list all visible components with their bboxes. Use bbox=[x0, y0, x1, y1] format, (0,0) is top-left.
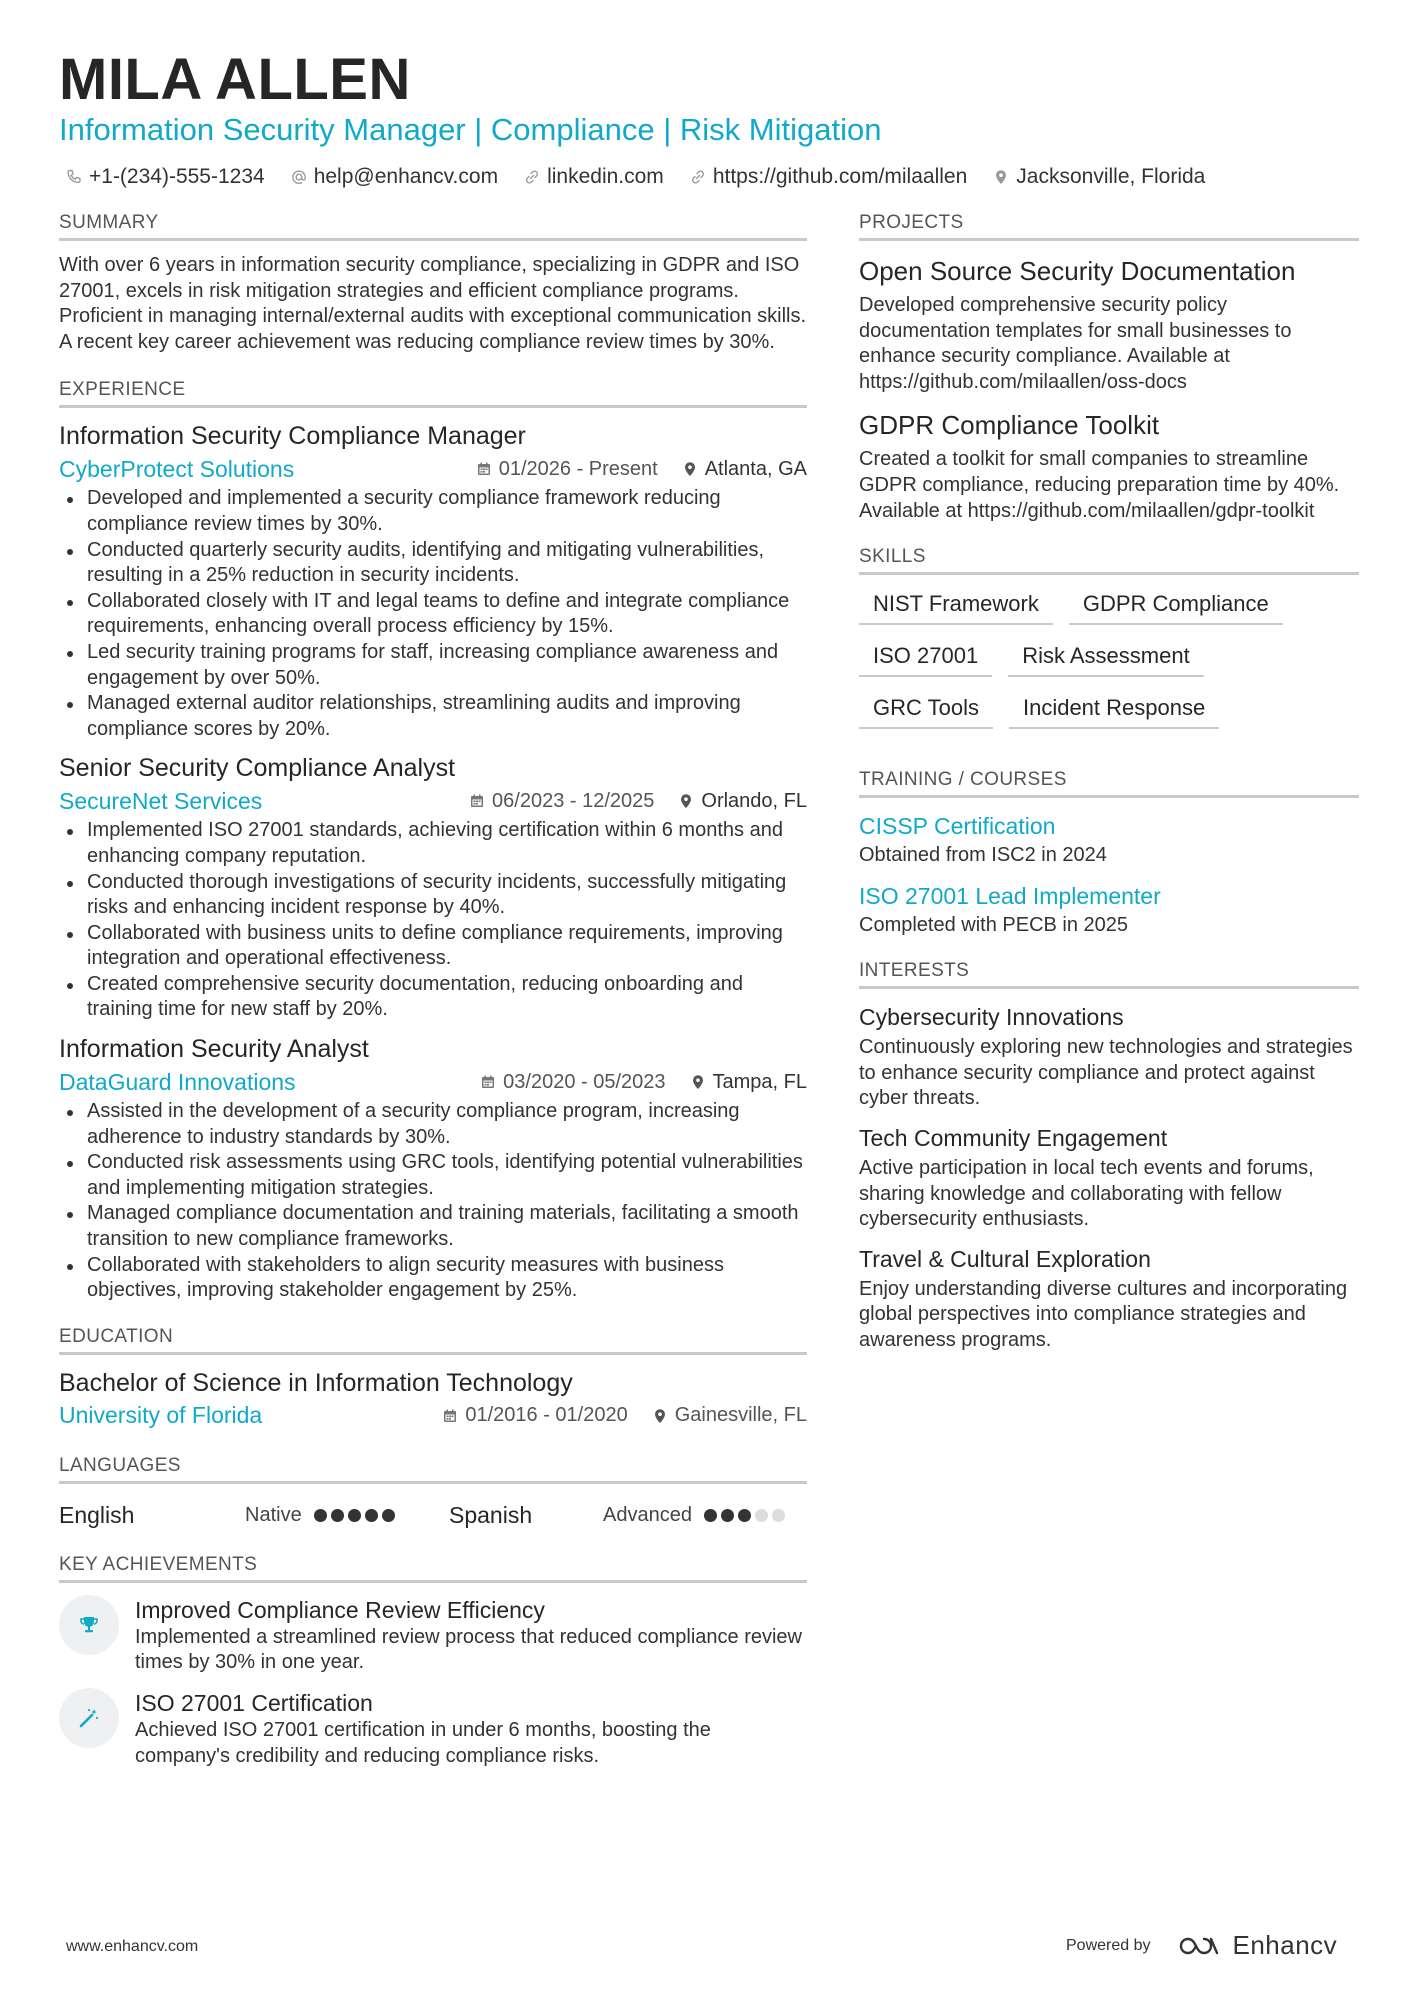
job-entry bbox=[59, 420, 807, 742]
contact-location-text: Jacksonville, Florida bbox=[1016, 165, 1206, 188]
project-title: GDPR Compliance Toolkit bbox=[859, 410, 1160, 441]
job-bullet: Assisted in the development of a security compliance program, increasing adherence to industry standards by 30%. bbox=[59, 1099, 807, 1150]
link-icon bbox=[524, 169, 540, 185]
section-title-projects: PROJECTS bbox=[859, 212, 1359, 241]
interest-title: Tech Community Engagement bbox=[859, 1124, 1168, 1151]
interest-title: Cybersecurity Innovations bbox=[859, 1004, 1124, 1031]
job-entry bbox=[59, 752, 807, 1023]
section-title-interests: INTERESTS bbox=[859, 960, 1359, 989]
language-proficiency-dots bbox=[704, 1509, 789, 1522]
skills-list bbox=[859, 587, 1319, 743]
proficiency-dot bbox=[721, 1509, 734, 1522]
interest-desc: Enjoy understanding diverse cultures and incorporating global perspectives into compliance strategies and awareness programs. bbox=[859, 1277, 1348, 1351]
job-dates: 03/2020 - 05/2023 bbox=[503, 1070, 666, 1093]
job-dates: 06/2023 - 12/2025 bbox=[492, 789, 655, 812]
language-level: Advanced bbox=[603, 1504, 692, 1527]
proficiency-dot bbox=[314, 1509, 327, 1522]
contact-github-text: https://github.com/milaallen bbox=[712, 165, 968, 188]
contact-linkedin[interactable] bbox=[524, 165, 664, 189]
job-location: Orlando, FL bbox=[701, 789, 807, 812]
job-bullets bbox=[59, 818, 807, 1023]
skill-tag: ISO 27001 bbox=[859, 639, 992, 677]
interest-item bbox=[859, 1122, 1359, 1233]
proficiency-dot bbox=[382, 1509, 395, 1522]
achievement-title: ISO 27001 Certification bbox=[135, 1690, 373, 1716]
course-item bbox=[859, 810, 1359, 868]
achievement-title: Improved Compliance Review Efficiency bbox=[135, 1596, 545, 1623]
project-title: Open Source Security Documentation bbox=[859, 256, 1296, 286]
job-bullets bbox=[59, 486, 807, 742]
proficiency-dot bbox=[331, 1509, 344, 1522]
project-item bbox=[859, 407, 1359, 524]
section-title-training: TRAINING / COURSES bbox=[859, 769, 1359, 798]
achievement-desc: Achieved ISO 27001 certification in under 6 months, boosting the company's credibility and reducing compliance risks. bbox=[135, 1719, 711, 1767]
section-title-summary: SUMMARY bbox=[59, 212, 807, 241]
section-title-experience: EXPERIENCE bbox=[59, 379, 807, 408]
language-name: Spanish bbox=[449, 1502, 533, 1529]
school-name: University of Florida bbox=[59, 1402, 263, 1429]
candidate-headline: Information Security Manager | Compliance | Risk Mitigation bbox=[59, 112, 882, 147]
location-icon bbox=[682, 461, 698, 477]
job-bullet: Developed and implemented a security compliance framework reducing compliance review times by 30%. bbox=[59, 486, 807, 537]
job-bullet: Collaborated closely with IT and legal teams to define and integrate compliance requirements, enhancing overall process efficiency by 15%. bbox=[59, 589, 807, 640]
location-icon bbox=[678, 793, 694, 809]
job-location: Atlanta, GA bbox=[704, 457, 807, 480]
job-meta bbox=[59, 784, 807, 818]
contact-email-text: help@enhancv.com bbox=[313, 165, 499, 188]
course-desc: Completed with PECB in 2025 bbox=[859, 914, 1129, 937]
language-proficiency-dots bbox=[314, 1509, 399, 1522]
project-item bbox=[859, 253, 1359, 395]
section-title-education: EDUCATION bbox=[59, 1326, 807, 1355]
skill-tag: Incident Response bbox=[1009, 691, 1219, 729]
languages-list bbox=[59, 1496, 807, 1536]
interest-desc: Active participation in local tech events and forums, sharing knowledge and collaborating with fellow cybersecurity enthusiasts. bbox=[859, 1156, 1314, 1231]
education-location: Gainesville, FL bbox=[674, 1404, 807, 1427]
job-title: Senior Security Compliance Analyst bbox=[59, 754, 456, 783]
contact-linkedin-text: linkedin.com bbox=[547, 165, 664, 188]
calendar-icon bbox=[476, 461, 492, 477]
enhancv-brand-text: Enhancv bbox=[1232, 1930, 1338, 1960]
job-bullet: Collaborated with stakeholders to align security measures with business objectives, improving stakeholder engagement by 25%. bbox=[59, 1253, 807, 1304]
language-item bbox=[59, 1502, 449, 1529]
company-name: SecureNet Services bbox=[59, 787, 263, 814]
company-name: DataGuard Innovations bbox=[59, 1068, 296, 1095]
at-icon bbox=[291, 169, 307, 185]
achievement-item bbox=[59, 1595, 807, 1676]
interest-item bbox=[859, 1243, 1359, 1354]
link-icon bbox=[690, 169, 706, 185]
course-title: CISSP Certification bbox=[859, 813, 1056, 840]
location-icon bbox=[993, 169, 1009, 185]
course-item bbox=[859, 880, 1359, 938]
calendar-icon bbox=[442, 1408, 458, 1424]
job-bullet: Collaborated with business units to define compliance requirements, improving integration and operational effectiveness. bbox=[59, 921, 807, 972]
job-bullets bbox=[59, 1099, 807, 1304]
job-dates: 01/2026 - Present bbox=[498, 457, 658, 480]
skill-tag: Risk Assessment bbox=[1008, 639, 1204, 677]
course-desc: Obtained from ISC2 in 2024 bbox=[859, 844, 1107, 867]
job-bullet: Conducted thorough investigations of security incidents, successfully mitigating risks and enhancing incident response by 40%. bbox=[59, 870, 807, 921]
location-icon bbox=[652, 1408, 668, 1424]
contact-email[interactable] bbox=[291, 165, 498, 189]
location-icon bbox=[690, 1074, 706, 1090]
job-bullet: Conducted quarterly security audits, identifying and mitigating vulnerabilities, resulting in a 25% reduction in security incidents. bbox=[59, 538, 807, 589]
language-name: English bbox=[59, 1502, 135, 1529]
company-name: CyberProtect Solutions bbox=[59, 455, 295, 482]
interest-desc: Continuously exploring new technologies and strategies to enhance security compliance and protect against cyber threats. bbox=[859, 1036, 1353, 1110]
proficiency-dot bbox=[738, 1509, 751, 1522]
degree-title: Bachelor of Science in Information Technology bbox=[59, 1368, 573, 1397]
calendar-icon bbox=[469, 793, 485, 809]
language-item bbox=[449, 1502, 807, 1529]
job-bullet: Managed compliance documentation and training materials, facilitating a smooth transition to new compliance frameworks. bbox=[59, 1201, 807, 1252]
phone-icon bbox=[66, 169, 82, 185]
job-title: Information Security Compliance Manager bbox=[59, 422, 526, 451]
proficiency-dot bbox=[365, 1509, 378, 1522]
course-title: ISO 27001 Lead Implementer bbox=[859, 883, 1161, 910]
job-location: Tampa, FL bbox=[712, 1070, 807, 1093]
footer-branding[interactable] bbox=[1066, 1930, 1337, 1961]
job-bullet: Managed external auditor relationships, streamlining audits and improving compliance scores by 20%. bbox=[59, 691, 807, 742]
left-column bbox=[59, 212, 807, 1781]
skill-tag: GDPR Compliance bbox=[1069, 587, 1283, 625]
right-column bbox=[859, 212, 1359, 1364]
job-bullet: Led security training programs for staff, increasing compliance awareness and engagement by over 50%. bbox=[59, 640, 807, 691]
proficiency-dot-empty bbox=[772, 1509, 785, 1522]
job-meta bbox=[59, 1065, 807, 1099]
contact-bar bbox=[66, 162, 1231, 192]
interest-title: Travel & Cultural Exploration bbox=[859, 1245, 1151, 1272]
job-bullet: Conducted risk assessments using GRC tools, identifying potential vulnerabilities and implementing mitigation strategies. bbox=[59, 1150, 807, 1201]
interest-item bbox=[859, 1001, 1359, 1112]
job-bullet: Implemented ISO 27001 standards, achieving certification within 6 months and enhancing company reputation. bbox=[59, 818, 807, 869]
calendar-icon bbox=[480, 1074, 496, 1090]
footer-website[interactable]: www.enhancv.com bbox=[66, 1938, 199, 1955]
job-entry bbox=[59, 1033, 807, 1304]
magic-wand-icon bbox=[59, 1688, 119, 1748]
education-dates: 01/2016 - 01/2020 bbox=[465, 1404, 628, 1427]
job-bullet: Created comprehensive security documentation, reducing onboarding and training time for new staff by 20%. bbox=[59, 972, 807, 1023]
contact-phone-text: +1-(234)-555-1234 bbox=[89, 165, 265, 188]
project-desc: Created a toolkit for small companies to streamline GDPR compliance, reducing preparation time by 40%. Available at https://github.com/milaallen/gdpr-toolkit bbox=[859, 448, 1340, 522]
contact-location bbox=[993, 165, 1205, 189]
proficiency-dot bbox=[704, 1509, 717, 1522]
project-desc: Developed comprehensive security policy documentation templates for small businesses to enhance security compliance. Available at https://github.com/milaallen/oss-docs bbox=[859, 294, 1292, 393]
proficiency-dot bbox=[348, 1509, 361, 1522]
proficiency-dot-empty bbox=[755, 1509, 768, 1522]
education-entry bbox=[59, 1367, 807, 1433]
trophy-icon bbox=[59, 1595, 119, 1655]
job-title: Information Security Analyst bbox=[59, 1035, 369, 1064]
achievement-desc: Implemented a streamlined review process that reduced compliance review times by 30% in one year. bbox=[135, 1625, 802, 1674]
contact-phone[interactable] bbox=[66, 165, 265, 189]
section-title-skills: SKILLS bbox=[859, 546, 1359, 575]
section-title-languages: LANGUAGES bbox=[59, 1455, 807, 1484]
job-meta bbox=[59, 452, 807, 486]
summary-text: With over 6 years in information security compliance, specializing in GDPR and ISO 27001, excels in risk mitigation strategies and efficient compliance programs. Proficient in managing internal/external audits with exceptional communication skills. A recent key career achievement was reducing compliance review times by 30%. bbox=[59, 254, 807, 353]
achievement-item bbox=[59, 1688, 807, 1769]
candidate-name: MILA ALLEN bbox=[59, 47, 411, 112]
skill-tag: GRC Tools bbox=[859, 691, 993, 729]
language-level: Native bbox=[245, 1504, 302, 1527]
contact-github[interactable] bbox=[690, 165, 967, 189]
section-title-key-achievements: KEY ACHIEVEMENTS bbox=[59, 1554, 807, 1583]
enhancv-logo-icon bbox=[1177, 1934, 1221, 1958]
skill-tag: NIST Framework bbox=[859, 587, 1053, 625]
powered-by-label: Powered by bbox=[1066, 1936, 1151, 1954]
